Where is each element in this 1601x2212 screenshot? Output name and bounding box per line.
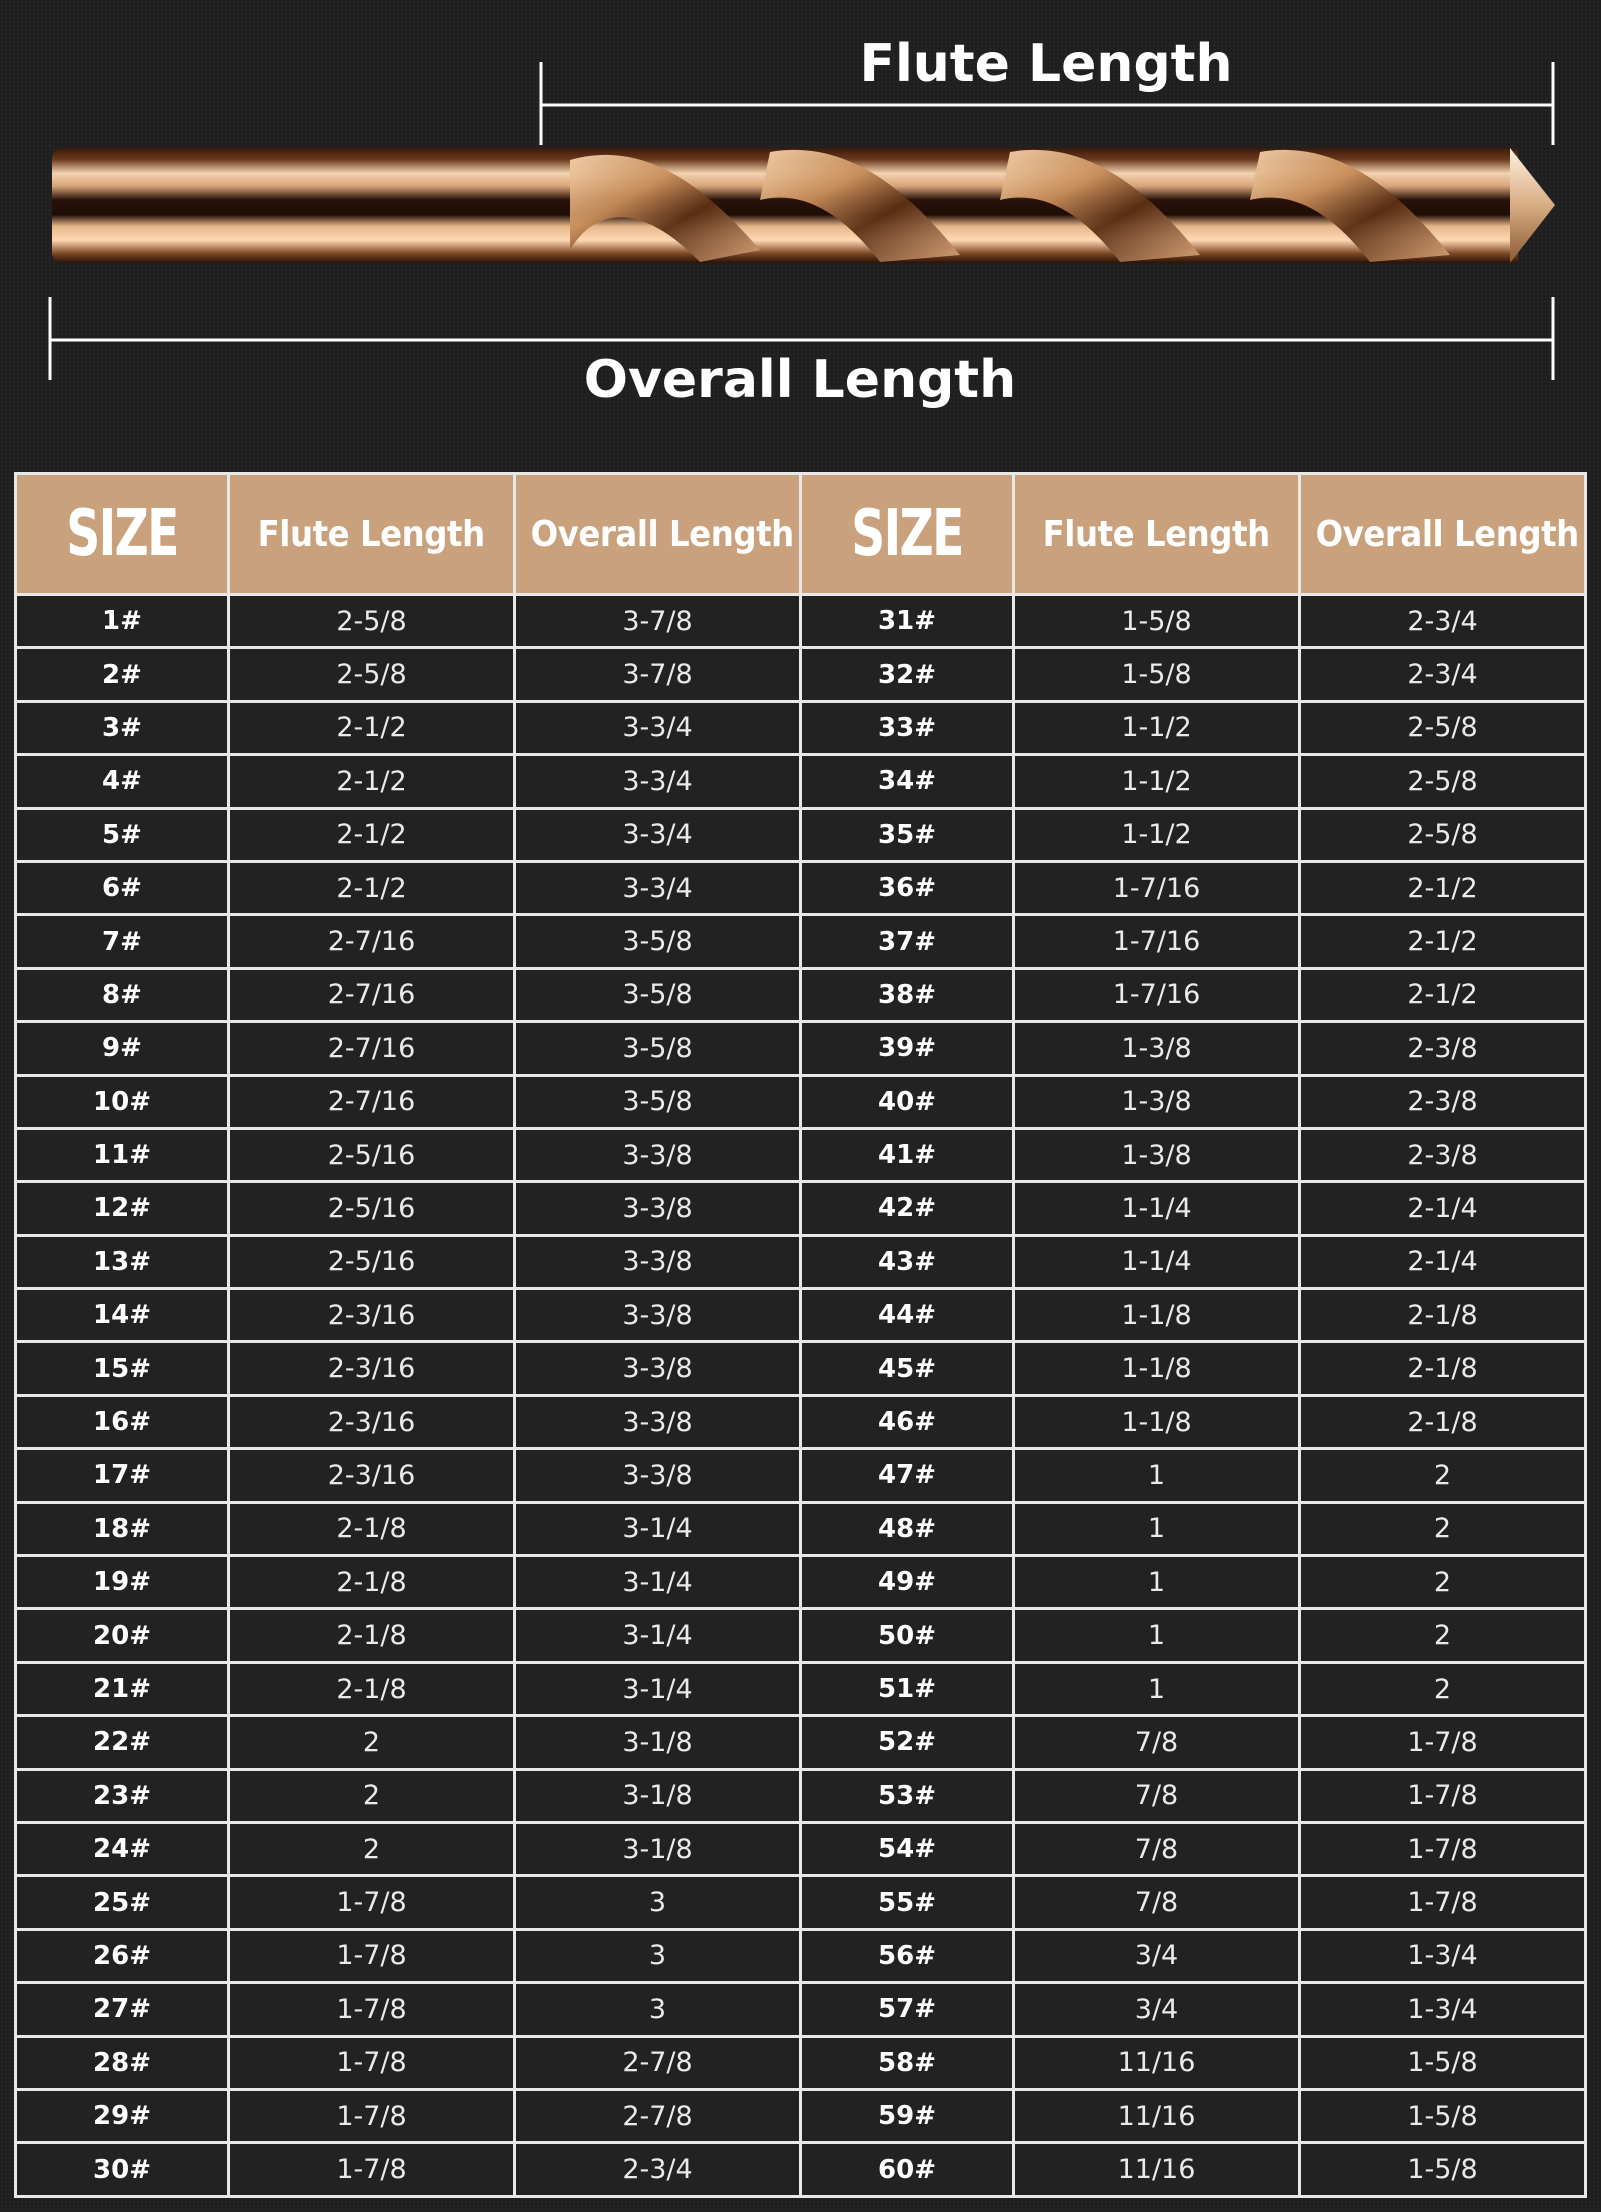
- cell-flute-length-left: 1-7/8: [229, 2036, 515, 2089]
- cell-flute-length-right: 1-1/8: [1014, 1342, 1300, 1395]
- cell-flute-length-left: 1-7/8: [229, 1983, 515, 2036]
- cell-size-right: 34#: [801, 755, 1014, 808]
- cell-overall-length-right: 1-3/4: [1300, 1983, 1586, 2036]
- cell-size-left: 18#: [16, 1502, 229, 1555]
- cell-overall-length-left: 3-1/8: [515, 1822, 801, 1875]
- cell-flute-length-right: 1: [1014, 1449, 1300, 1502]
- cell-size-right: 33#: [801, 701, 1014, 754]
- cell-size-right: 37#: [801, 915, 1014, 968]
- cell-overall-length-right: 2-1/4: [1300, 1235, 1586, 1288]
- cell-size-right: 46#: [801, 1395, 1014, 1448]
- table-row: [16, 808, 1586, 861]
- cell-overall-length-right: 2-3/8: [1300, 1128, 1586, 1181]
- cell-size-right: 39#: [801, 1022, 1014, 1075]
- cell-overall-length-right: 2-1/2: [1300, 861, 1586, 914]
- cell-overall-length-left: 3-3/8: [515, 1449, 801, 1502]
- cell-flute-length-left: 2-5/8: [229, 648, 515, 701]
- cell-flute-length-left: 1-7/8: [229, 1929, 515, 1982]
- cell-flute-length-right: 1-1/2: [1014, 755, 1300, 808]
- cell-flute-length-right: 3/4: [1014, 1983, 1300, 2036]
- cell-size-right: 41#: [801, 1128, 1014, 1181]
- cell-overall-length-left: 3-5/8: [515, 968, 801, 1021]
- cell-flute-length-left: 2-1/2: [229, 861, 515, 914]
- cell-flute-length-right: 1-7/16: [1014, 968, 1300, 1021]
- cell-flute-length-right: 1-1/2: [1014, 808, 1300, 861]
- cell-flute-length-left: 1-7/8: [229, 2089, 515, 2142]
- cell-flute-length-left: 2-1/2: [229, 808, 515, 861]
- table-row: [16, 2036, 1586, 2089]
- cell-overall-length-right: 2-1/8: [1300, 1289, 1586, 1342]
- cell-size-left: 30#: [16, 2143, 229, 2196]
- cell-size-left: 10#: [16, 1075, 229, 1128]
- cell-size-left: 8#: [16, 968, 229, 1021]
- cell-flute-length-left: 2-7/16: [229, 1075, 515, 1128]
- cell-flute-length-right: 11/16: [1014, 2143, 1300, 2196]
- cell-overall-length-right: 2: [1300, 1449, 1586, 1502]
- table-row: [16, 1449, 1586, 1502]
- cell-overall-length-left: 3-7/8: [515, 648, 801, 701]
- cell-flute-length-right: 3/4: [1014, 1929, 1300, 1982]
- table-row: [16, 1769, 1586, 1822]
- cell-overall-length-left: 3-1/8: [515, 1769, 801, 1822]
- cell-size-right: 59#: [801, 2089, 1014, 2142]
- cell-flute-length-right: 1: [1014, 1502, 1300, 1555]
- cell-flute-length-right: 1-5/8: [1014, 595, 1300, 648]
- cell-size-left: 7#: [16, 915, 229, 968]
- header-size-left: SIZE: [16, 474, 229, 595]
- cell-flute-length-right: 1-1/8: [1014, 1289, 1300, 1342]
- cell-overall-length-right: 2-3/4: [1300, 648, 1586, 701]
- cell-overall-length-right: 2-5/8: [1300, 701, 1586, 754]
- cell-size-right: 53#: [801, 1769, 1014, 1822]
- cell-overall-length-left: 3-3/8: [515, 1182, 801, 1235]
- cell-size-right: 57#: [801, 1983, 1014, 2036]
- cell-overall-length-right: 2-1/8: [1300, 1395, 1586, 1448]
- cell-overall-length-right: 2-1/2: [1300, 968, 1586, 1021]
- cell-flute-length-right: 1: [1014, 1662, 1300, 1715]
- header-flute-length-right: Flute Length: [1014, 474, 1300, 595]
- cell-overall-length-right: 2-1/4: [1300, 1182, 1586, 1235]
- cell-overall-length-left: 3-1/4: [515, 1662, 801, 1715]
- table-row: [16, 1502, 1586, 1555]
- cell-overall-length-left: 3-1/4: [515, 1609, 801, 1662]
- table-row: [16, 1556, 1586, 1609]
- cell-size-right: 36#: [801, 861, 1014, 914]
- cell-flute-length-left: 2-5/16: [229, 1128, 515, 1181]
- cell-size-right: 58#: [801, 2036, 1014, 2089]
- table-row: [16, 1609, 1586, 1662]
- cell-size-right: 60#: [801, 2143, 1014, 2196]
- cell-flute-length-right: 1: [1014, 1556, 1300, 1609]
- cell-overall-length-left: 3-3/4: [515, 861, 801, 914]
- cell-size-left: 28#: [16, 2036, 229, 2089]
- cell-size-right: 35#: [801, 808, 1014, 861]
- cell-size-right: 51#: [801, 1662, 1014, 1715]
- cell-flute-length-right: 1-1/8: [1014, 1395, 1300, 1448]
- table-row: [16, 1128, 1586, 1181]
- cell-overall-length-right: 1-5/8: [1300, 2143, 1586, 2196]
- cell-overall-length-left: 3-3/4: [515, 701, 801, 754]
- table-row: [16, 1662, 1586, 1715]
- cell-overall-length-left: 2-3/4: [515, 2143, 801, 2196]
- cell-flute-length-left: 2-1/8: [229, 1662, 515, 1715]
- cell-size-right: 56#: [801, 1929, 1014, 1982]
- table-row: [16, 648, 1586, 701]
- cell-size-left: 29#: [16, 2089, 229, 2142]
- cell-size-right: 32#: [801, 648, 1014, 701]
- cell-flute-length-left: 2-5/8: [229, 595, 515, 648]
- cell-flute-length-right: 1-5/8: [1014, 648, 1300, 701]
- cell-size-right: 40#: [801, 1075, 1014, 1128]
- cell-overall-length-left: 3: [515, 1983, 801, 2036]
- table-row: [16, 915, 1586, 968]
- cell-overall-length-left: 3-7/8: [515, 595, 801, 648]
- cell-flute-length-left: 2-1/8: [229, 1556, 515, 1609]
- cell-size-left: 3#: [16, 701, 229, 754]
- table-row: [16, 968, 1586, 1021]
- cell-flute-length-left: 2-5/16: [229, 1182, 515, 1235]
- table-row: [16, 1395, 1586, 1448]
- cell-overall-length-right: 1-7/8: [1300, 1876, 1586, 1929]
- cell-size-left: 24#: [16, 1822, 229, 1875]
- cell-overall-length-right: 2: [1300, 1609, 1586, 1662]
- cell-flute-length-left: 2: [229, 1769, 515, 1822]
- table-row: [16, 755, 1586, 808]
- header-overall-length-left: Overall Length: [515, 474, 801, 595]
- cell-flute-length-right: 1-3/8: [1014, 1075, 1300, 1128]
- cell-flute-length-left: 2-3/16: [229, 1449, 515, 1502]
- table-row: [16, 1716, 1586, 1769]
- cell-overall-length-right: 1-7/8: [1300, 1822, 1586, 1875]
- cell-flute-length-right: 1-1/2: [1014, 701, 1300, 754]
- drill-size-table: [14, 472, 1587, 2198]
- cell-flute-length-right: 11/16: [1014, 2089, 1300, 2142]
- cell-size-right: 49#: [801, 1556, 1014, 1609]
- header-overall-length-right: Overall Length: [1300, 474, 1586, 595]
- cell-overall-length-right: 2-3/8: [1300, 1022, 1586, 1075]
- cell-size-right: 50#: [801, 1609, 1014, 1662]
- cell-flute-length-left: 2-3/16: [229, 1395, 515, 1448]
- cell-size-right: 42#: [801, 1182, 1014, 1235]
- cell-overall-length-left: 3-1/8: [515, 1716, 801, 1769]
- table-row: [16, 1182, 1586, 1235]
- cell-size-right: 55#: [801, 1876, 1014, 1929]
- cell-size-left: 9#: [16, 1022, 229, 1075]
- table-row: [16, 1876, 1586, 1929]
- table-row: [16, 1822, 1586, 1875]
- cell-size-right: 47#: [801, 1449, 1014, 1502]
- cell-size-left: 19#: [16, 1556, 229, 1609]
- table-row: [16, 1235, 1586, 1288]
- cell-overall-length-left: 2-7/8: [515, 2036, 801, 2089]
- cell-flute-length-right: 1-1/4: [1014, 1235, 1300, 1288]
- cell-size-right: 54#: [801, 1822, 1014, 1875]
- cell-overall-length-left: 3-1/4: [515, 1502, 801, 1555]
- table-row: [16, 1342, 1586, 1395]
- cell-overall-length-left: 3-3/8: [515, 1395, 801, 1448]
- cell-overall-length-left: 3-3/8: [515, 1235, 801, 1288]
- cell-overall-length-right: 2-1/8: [1300, 1342, 1586, 1395]
- cell-flute-length-right: 1-3/8: [1014, 1022, 1300, 1075]
- cell-overall-length-right: 2-3/8: [1300, 1075, 1586, 1128]
- cell-size-left: 11#: [16, 1128, 229, 1181]
- cell-overall-length-left: 3-5/8: [515, 1075, 801, 1128]
- cell-size-left: 26#: [16, 1929, 229, 1982]
- cell-flute-length-left: 2-1/8: [229, 1502, 515, 1555]
- cell-flute-length-left: 2-7/16: [229, 1022, 515, 1075]
- cell-overall-length-right: 1-5/8: [1300, 2089, 1586, 2142]
- cell-size-right: 45#: [801, 1342, 1014, 1395]
- table-row: [16, 1075, 1586, 1128]
- cell-overall-length-left: 3: [515, 1876, 801, 1929]
- cell-overall-length-left: 3-3/4: [515, 755, 801, 808]
- cell-flute-length-left: 2-5/16: [229, 1235, 515, 1288]
- cell-overall-length-right: 2: [1300, 1502, 1586, 1555]
- cell-flute-length-right: 11/16: [1014, 2036, 1300, 2089]
- cell-flute-length-left: 2-1/2: [229, 755, 515, 808]
- cell-overall-length-left: 3-5/8: [515, 915, 801, 968]
- table-row: [16, 861, 1586, 914]
- cell-overall-length-left: 3-3/4: [515, 808, 801, 861]
- cell-size-right: 52#: [801, 1716, 1014, 1769]
- cell-overall-length-left: 3-3/8: [515, 1289, 801, 1342]
- table-row: [16, 701, 1586, 754]
- cell-size-left: 16#: [16, 1395, 229, 1448]
- table-row: [16, 1289, 1586, 1342]
- cell-flute-length-left: 2-3/16: [229, 1342, 515, 1395]
- table-row: [16, 1929, 1586, 1982]
- cell-overall-length-right: 2: [1300, 1662, 1586, 1715]
- cell-size-left: 5#: [16, 808, 229, 861]
- cell-overall-length-right: 1-7/8: [1300, 1716, 1586, 1769]
- cell-size-left: 6#: [16, 861, 229, 914]
- cell-flute-length-right: 1-7/16: [1014, 915, 1300, 968]
- table-header-row: [16, 474, 1586, 595]
- cell-overall-length-left: 3-5/8: [515, 1022, 801, 1075]
- cell-overall-length-right: 2: [1300, 1556, 1586, 1609]
- cell-size-left: 20#: [16, 1609, 229, 1662]
- cell-size-left: 1#: [16, 595, 229, 648]
- cell-size-right: 43#: [801, 1235, 1014, 1288]
- cell-overall-length-left: 3: [515, 1929, 801, 1982]
- cell-flute-length-left: 2-7/16: [229, 968, 515, 1021]
- cell-size-right: 44#: [801, 1289, 1014, 1342]
- table-row: [16, 595, 1586, 648]
- cell-flute-length-right: 1-1/4: [1014, 1182, 1300, 1235]
- cell-size-right: 38#: [801, 968, 1014, 1021]
- table-row: [16, 2089, 1586, 2142]
- flute-length-label: Flute Length: [859, 34, 1233, 94]
- overall-length-label: Overall Length: [583, 350, 1017, 410]
- cell-size-right: 31#: [801, 595, 1014, 648]
- cell-size-left: 2#: [16, 648, 229, 701]
- table-row: [16, 2143, 1586, 2196]
- cell-flute-length-right: 7/8: [1014, 1769, 1300, 1822]
- cell-flute-length-left: 2-1/8: [229, 1609, 515, 1662]
- cell-overall-length-left: 3-3/8: [515, 1342, 801, 1395]
- cell-size-left: 4#: [16, 755, 229, 808]
- cell-flute-length-left: 2: [229, 1716, 515, 1769]
- cell-overall-length-left: 3-3/8: [515, 1128, 801, 1181]
- cell-size-right: 48#: [801, 1502, 1014, 1555]
- table-row: [16, 1022, 1586, 1075]
- cell-size-left: 21#: [16, 1662, 229, 1715]
- cell-flute-length-left: 2-7/16: [229, 915, 515, 968]
- cell-size-left: 27#: [16, 1983, 229, 2036]
- cell-flute-length-left: 1-7/8: [229, 1876, 515, 1929]
- cell-overall-length-right: 2-1/2: [1300, 915, 1586, 968]
- cell-overall-length-right: 1-5/8: [1300, 2036, 1586, 2089]
- cell-overall-length-right: 2-5/8: [1300, 755, 1586, 808]
- cell-flute-length-left: 2: [229, 1822, 515, 1875]
- cell-flute-length-right: 7/8: [1014, 1822, 1300, 1875]
- cell-size-left: 13#: [16, 1235, 229, 1288]
- cell-overall-length-left: 3-1/4: [515, 1556, 801, 1609]
- header-size-right: SIZE: [801, 474, 1014, 595]
- cell-overall-length-right: 2-3/4: [1300, 595, 1586, 648]
- cell-flute-length-right: 7/8: [1014, 1876, 1300, 1929]
- cell-size-left: 14#: [16, 1289, 229, 1342]
- cell-flute-length-left: 1-7/8: [229, 2143, 515, 2196]
- cell-flute-length-left: 2-1/2: [229, 701, 515, 754]
- cell-size-left: 15#: [16, 1342, 229, 1395]
- cell-flute-length-right: 1-7/16: [1014, 861, 1300, 914]
- cell-flute-length-right: 1-3/8: [1014, 1128, 1300, 1181]
- cell-overall-length-left: 2-7/8: [515, 2089, 801, 2142]
- cell-size-left: 23#: [16, 1769, 229, 1822]
- header-flute-length-left: Flute Length: [229, 474, 515, 595]
- cell-flute-length-left: 2-3/16: [229, 1289, 515, 1342]
- cell-flute-length-right: 1: [1014, 1609, 1300, 1662]
- drill-bit-image: [52, 148, 1555, 263]
- cell-overall-length-right: 1-3/4: [1300, 1929, 1586, 1982]
- cell-overall-length-right: 1-7/8: [1300, 1769, 1586, 1822]
- cell-flute-length-right: 7/8: [1014, 1716, 1300, 1769]
- cell-size-left: 17#: [16, 1449, 229, 1502]
- table-body: [16, 595, 1586, 2197]
- cell-overall-length-right: 2-5/8: [1300, 808, 1586, 861]
- cell-size-left: 25#: [16, 1876, 229, 1929]
- cell-size-left: 22#: [16, 1716, 229, 1769]
- table-row: [16, 1983, 1586, 2036]
- cell-size-left: 12#: [16, 1182, 229, 1235]
